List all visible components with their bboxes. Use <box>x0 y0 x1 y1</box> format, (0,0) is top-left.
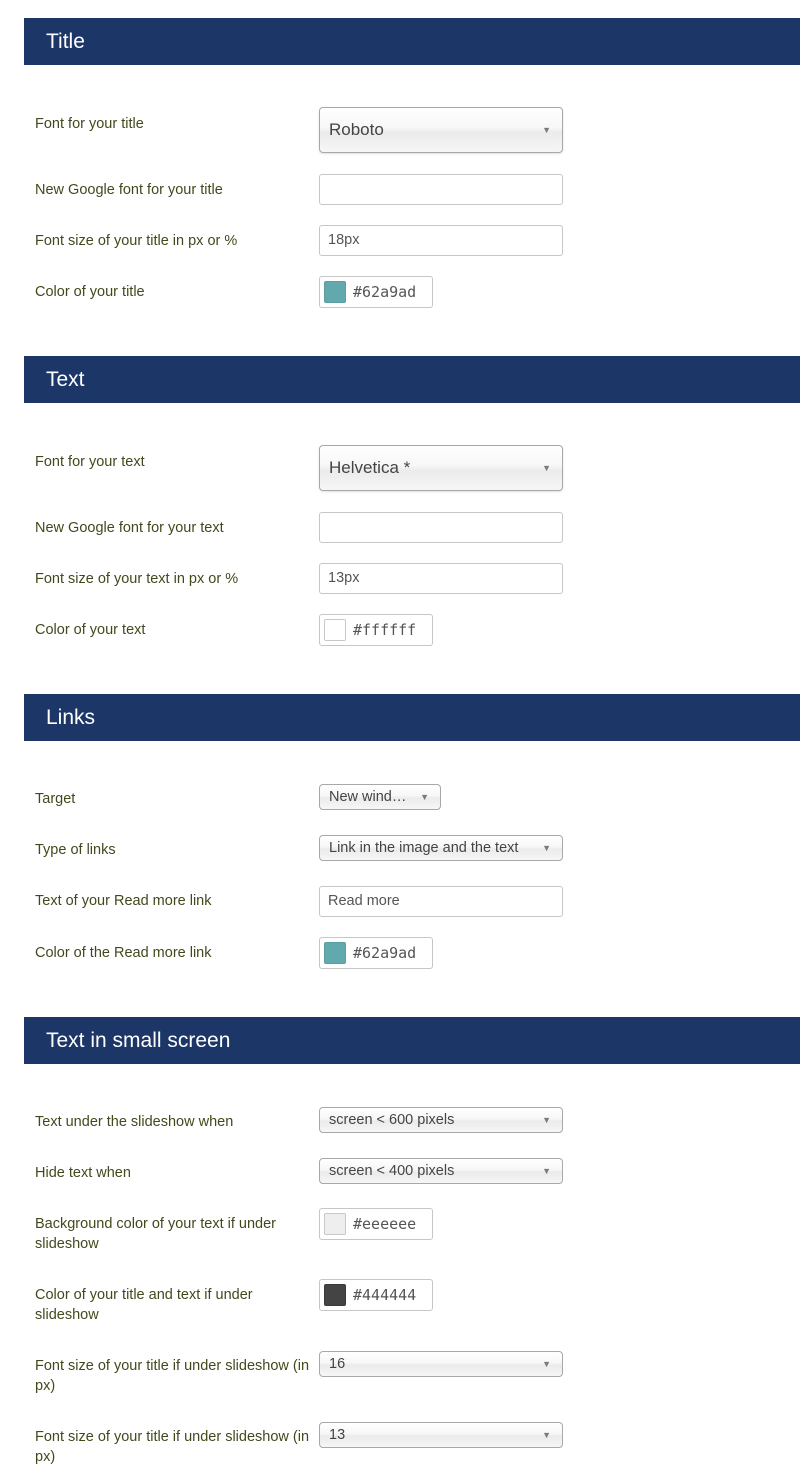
text-font-label: Font for your text <box>35 454 145 470</box>
chevron-down-icon: ▼ <box>542 1430 551 1440</box>
link-type-label: Type of links <box>35 842 116 858</box>
under-fg-color-picker[interactable] <box>319 1279 433 1311</box>
under-fg-color-label: Color of your title and text if under slideshow <box>35 1287 253 1323</box>
link-type-value: Link in the image and the text <box>329 840 519 856</box>
hide-text-select[interactable] <box>319 1158 563 1184</box>
readmore-color-label: Color of the Read more link <box>35 945 212 961</box>
readmore-text-input[interactable]: Read more <box>319 886 563 917</box>
text-size-input[interactable]: 13px <box>319 563 563 594</box>
link-target-label: Target <box>35 791 76 807</box>
hide-text-value: screen < 400 pixels <box>329 1163 455 1179</box>
readmore-text-label: Text of your Read more link <box>35 893 212 909</box>
title-size-input[interactable]: 18px <box>319 225 563 256</box>
readmore-color-value: #62a9ad <box>353 944 417 962</box>
text-under-slideshow-label: Text under the slideshow when <box>35 1114 234 1130</box>
text-google-font-input[interactable] <box>319 512 563 543</box>
under-text-size-value: 13 <box>329 1427 346 1443</box>
text-font-select[interactable] <box>319 445 563 491</box>
section-header-links: Links <box>24 694 800 741</box>
under-title-size-label: Font size of your title if under slideshow (in px) <box>35 1358 310 1394</box>
text-under-slideshow-select[interactable] <box>319 1107 563 1133</box>
title-font-label: Font for your title <box>35 116 144 132</box>
title-font-select[interactable] <box>319 107 563 153</box>
title-color-swatch[interactable] <box>324 281 346 303</box>
under-text-size-select[interactable] <box>319 1422 563 1448</box>
readmore-color-picker[interactable] <box>319 937 433 969</box>
under-bg-color-swatch[interactable] <box>324 1213 346 1235</box>
text-font-value: Helvetica * <box>329 458 411 477</box>
under-bg-color-picker[interactable] <box>319 1208 433 1240</box>
under-title-size-value: 16 <box>329 1356 346 1372</box>
link-type-select[interactable] <box>319 835 563 861</box>
title-color-label: Color of your title <box>35 284 145 300</box>
text-color-picker[interactable] <box>319 614 433 646</box>
text-google-font-label: New Google font for your text <box>35 520 224 536</box>
text-size-label: Font size of your text in px or % <box>35 571 239 587</box>
text-color-label: Color of your text <box>35 622 146 638</box>
title-size-label: Font size of your title in px or % <box>35 233 238 249</box>
chevron-down-icon: ▼ <box>542 843 551 853</box>
title-google-font-input[interactable] <box>319 174 563 205</box>
title-font-value: Roboto <box>329 120 384 139</box>
section-header-title: Title <box>24 18 800 65</box>
section-header-small-screen: Text in small screen <box>24 1017 800 1064</box>
chevron-down-icon: ▼ <box>420 792 429 802</box>
chevron-down-icon: ▼ <box>542 463 551 473</box>
chevron-down-icon: ▼ <box>542 1166 551 1176</box>
title-color-value: #62a9ad <box>353 283 417 301</box>
chevron-down-icon: ▼ <box>542 1115 551 1125</box>
under-bg-color-value: #eeeeee <box>353 1215 417 1233</box>
link-target-select[interactable] <box>319 784 441 810</box>
hide-text-label: Hide text when <box>35 1165 131 1181</box>
under-bg-color-label: Background color of your text if under slideshow <box>35 1216 276 1252</box>
chevron-down-icon: ▼ <box>542 125 551 135</box>
link-target-value: New wind… <box>329 789 407 805</box>
text-color-swatch[interactable] <box>324 619 346 641</box>
chevron-down-icon: ▼ <box>542 1359 551 1369</box>
title-color-picker[interactable] <box>319 276 433 308</box>
title-google-font-label: New Google font for your title <box>35 182 223 198</box>
under-fg-color-swatch[interactable] <box>324 1284 346 1306</box>
readmore-color-swatch[interactable] <box>324 942 346 964</box>
text-under-slideshow-value: screen < 600 pixels <box>329 1112 455 1128</box>
under-text-size-label: Font size of your title if under slideshow (in px) <box>35 1429 310 1465</box>
under-fg-color-value: #444444 <box>353 1286 417 1304</box>
section-header-text: Text <box>24 356 800 403</box>
text-color-value: #ffffff <box>353 621 417 639</box>
under-title-size-select[interactable] <box>319 1351 563 1377</box>
